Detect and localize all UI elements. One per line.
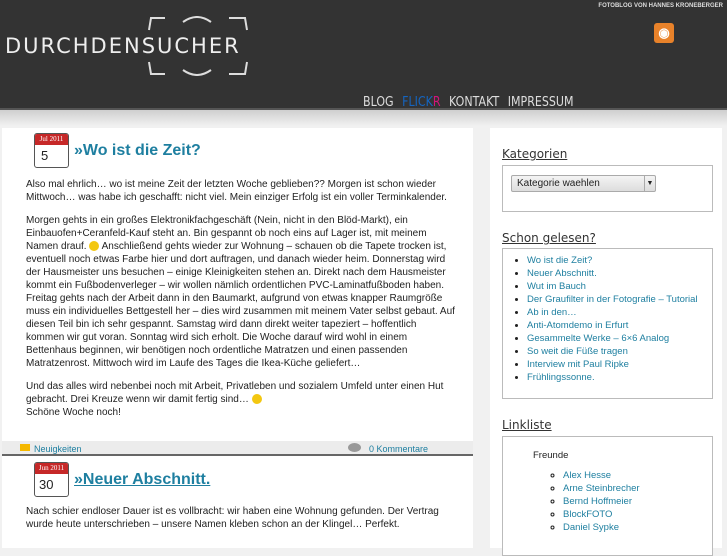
list-item[interactable]: • Gesammelte Werke – 6×6 Analog xyxy=(527,332,712,345)
comment-icon xyxy=(348,443,361,452)
recent-posts-list xyxy=(503,249,712,384)
text: Morgen gehts in ein großes Elektronikfachgeschäft (Nein, nicht in den Blöd-Markt), ein Einbauofen+Ceranfeld-Kauf steht an. Bin gespannt ob noch eins auf Lager ist, mit meinem Namen drauf. xyxy=(26,215,427,252)
list-item[interactable]: ◦ Alex Hesse xyxy=(563,469,712,482)
post-paragraph: Also mal ehrlich… wo ist meine Zeit der letzten Woche geblieben?? Morgen ist schon wieder Mittwoch… was habe ich geschafft: nicht viel. Mein einziger Erfolg ist ein voller Terminkalender. xyxy=(26,179,447,203)
post-title[interactable]: »Neuer Abschnitt. xyxy=(74,471,211,488)
wink-smiley-icon xyxy=(89,241,99,251)
list-item[interactable]: • Wut im Bauch xyxy=(527,280,712,293)
nav-kontakt[interactable]: KONTAKT xyxy=(449,95,500,110)
post-month: Jun 2011 xyxy=(35,463,68,474)
nav-flickr-part2: R xyxy=(432,95,441,110)
site-header xyxy=(0,0,727,110)
post-body xyxy=(26,178,456,429)
list-item[interactable]: ◦ Bernd Hoffmeier xyxy=(563,495,712,508)
rss-icon[interactable]: ◉ xyxy=(654,23,674,43)
grin-smiley-icon xyxy=(252,394,262,404)
folder-icon xyxy=(20,444,30,451)
chevron-down-icon: ▼ xyxy=(644,176,655,191)
content-area xyxy=(2,128,473,548)
nav-flickr-part1: FLICK xyxy=(402,95,433,110)
calendar-icon xyxy=(34,133,69,168)
sidebar xyxy=(490,128,722,548)
nav-blog[interactable]: BLOG xyxy=(363,95,394,110)
post-paragraph: Nach schier endloser Dauer ist es vollbracht: wir haben eine Wohnung gefunden. Der Vertrag wurde heute unterschrieben – unsere Namen kleben schon an der Klingel… Perfekt. xyxy=(26,506,439,530)
category-link[interactable]: Neuigkeiten xyxy=(34,444,82,454)
widget-title: Kategorien xyxy=(502,147,568,161)
comments-link[interactable]: 0 Kommentare xyxy=(369,444,429,454)
list-item[interactable]: • Anti-Atomdemo in Erfurt xyxy=(527,319,712,332)
widget-title: Schon gelesen? xyxy=(502,231,596,245)
nav-impressum[interactable]: IMPRESSUM xyxy=(507,95,574,110)
site-logo[interactable]: DURCHDENSUCHER xyxy=(5,34,241,58)
post-day: 30 xyxy=(39,477,54,492)
post-body xyxy=(26,505,456,541)
recent-posts-widget xyxy=(502,248,713,399)
text: Schöne Woche noch! xyxy=(26,407,121,418)
list-item[interactable]: • Neuer Abschnitt. xyxy=(527,267,712,280)
tagline: FOTOBLOG VON HANNES KRONEBERGER xyxy=(598,3,723,9)
category-widget xyxy=(502,165,713,212)
widget-title: Linkliste xyxy=(502,418,552,432)
calendar-icon xyxy=(34,462,69,497)
list-item[interactable]: • Der Graufilter in der Fotografie – Tutorial xyxy=(527,293,712,306)
list-item[interactable]: ◦ Arne Steinbrecher xyxy=(563,482,712,495)
list-item[interactable]: • Interview mit Paul Ripke xyxy=(527,358,712,371)
main-nav xyxy=(363,95,574,110)
list-item[interactable]: • So weit die Füße tragen xyxy=(527,345,712,358)
post-paragraph xyxy=(26,380,456,419)
list-item[interactable]: • Ab in den… xyxy=(527,306,712,319)
post-paragraph xyxy=(26,214,456,370)
list-item[interactable]: ◦ BlockFOTO xyxy=(563,508,712,521)
links-widget xyxy=(502,436,713,556)
list-item[interactable]: ◦ Daniel Sypke xyxy=(563,521,712,534)
header-shadow xyxy=(0,110,727,126)
category-select[interactable] xyxy=(511,175,656,192)
links-category: Freunde xyxy=(533,450,569,461)
post-title[interactable]: »Wo ist die Zeit? xyxy=(74,142,201,159)
nav-flickr[interactable] xyxy=(402,95,440,110)
post-day: 5 xyxy=(41,148,49,163)
text: Freitag gehts nach der Arbeit dann in den Baumarkt, aufgrund von etwas knapper Raumgröße muss ein individuelles Bettgestell her – dies wird zusammen mit meinem Vater selbst gebaut. Auf diesen Teil bin ich sehr gespannt. Samstag wird dann direkt weiter tapeziert – hoffentlich kommen wir gut voran. Sonntag wird sich erholt. Die Woche darauf wird wohl in einem Bettenhaus beginnen, wir benötigen noch ordentliche Matratzen und einen passenden Matratzenrost. Mittwoch wird im Laufe des Tages die Ikea-Küche geliefert… xyxy=(26,293,455,369)
select-value: Kategorie waehlen xyxy=(517,178,600,189)
post-meta xyxy=(2,441,473,456)
text: Anschließend gehts wieder zur Wohnung – schauen ob die Tapete trocken ist, eventuell noch etwas Farbe hier und dort auftragen, und danach wieder heim. Donnerstag wird der Hausmeister uns besuchen – einige Kleinigkeiten stehen an. Direkt nach dem Hausmeister kommt ein Fußbodenverleger – wir wollen nämlich ordentlichen PVC-Laminatfußboden haben. xyxy=(26,241,447,291)
text: Und das alles wird nebenbei noch mit Arbeit, Privatleben und sozialem Umfeld unter einen Hut gebracht. Drei Kreuze wenn wir damit fertig sind… xyxy=(26,381,444,405)
post-month: Jul 2011 xyxy=(35,134,68,145)
list-item[interactable]: • Wo ist die Zeit? xyxy=(527,254,712,267)
links-list xyxy=(503,461,712,534)
viewfinder-icon xyxy=(145,16,250,76)
list-item[interactable]: • Frühlingssonne. xyxy=(527,371,712,384)
